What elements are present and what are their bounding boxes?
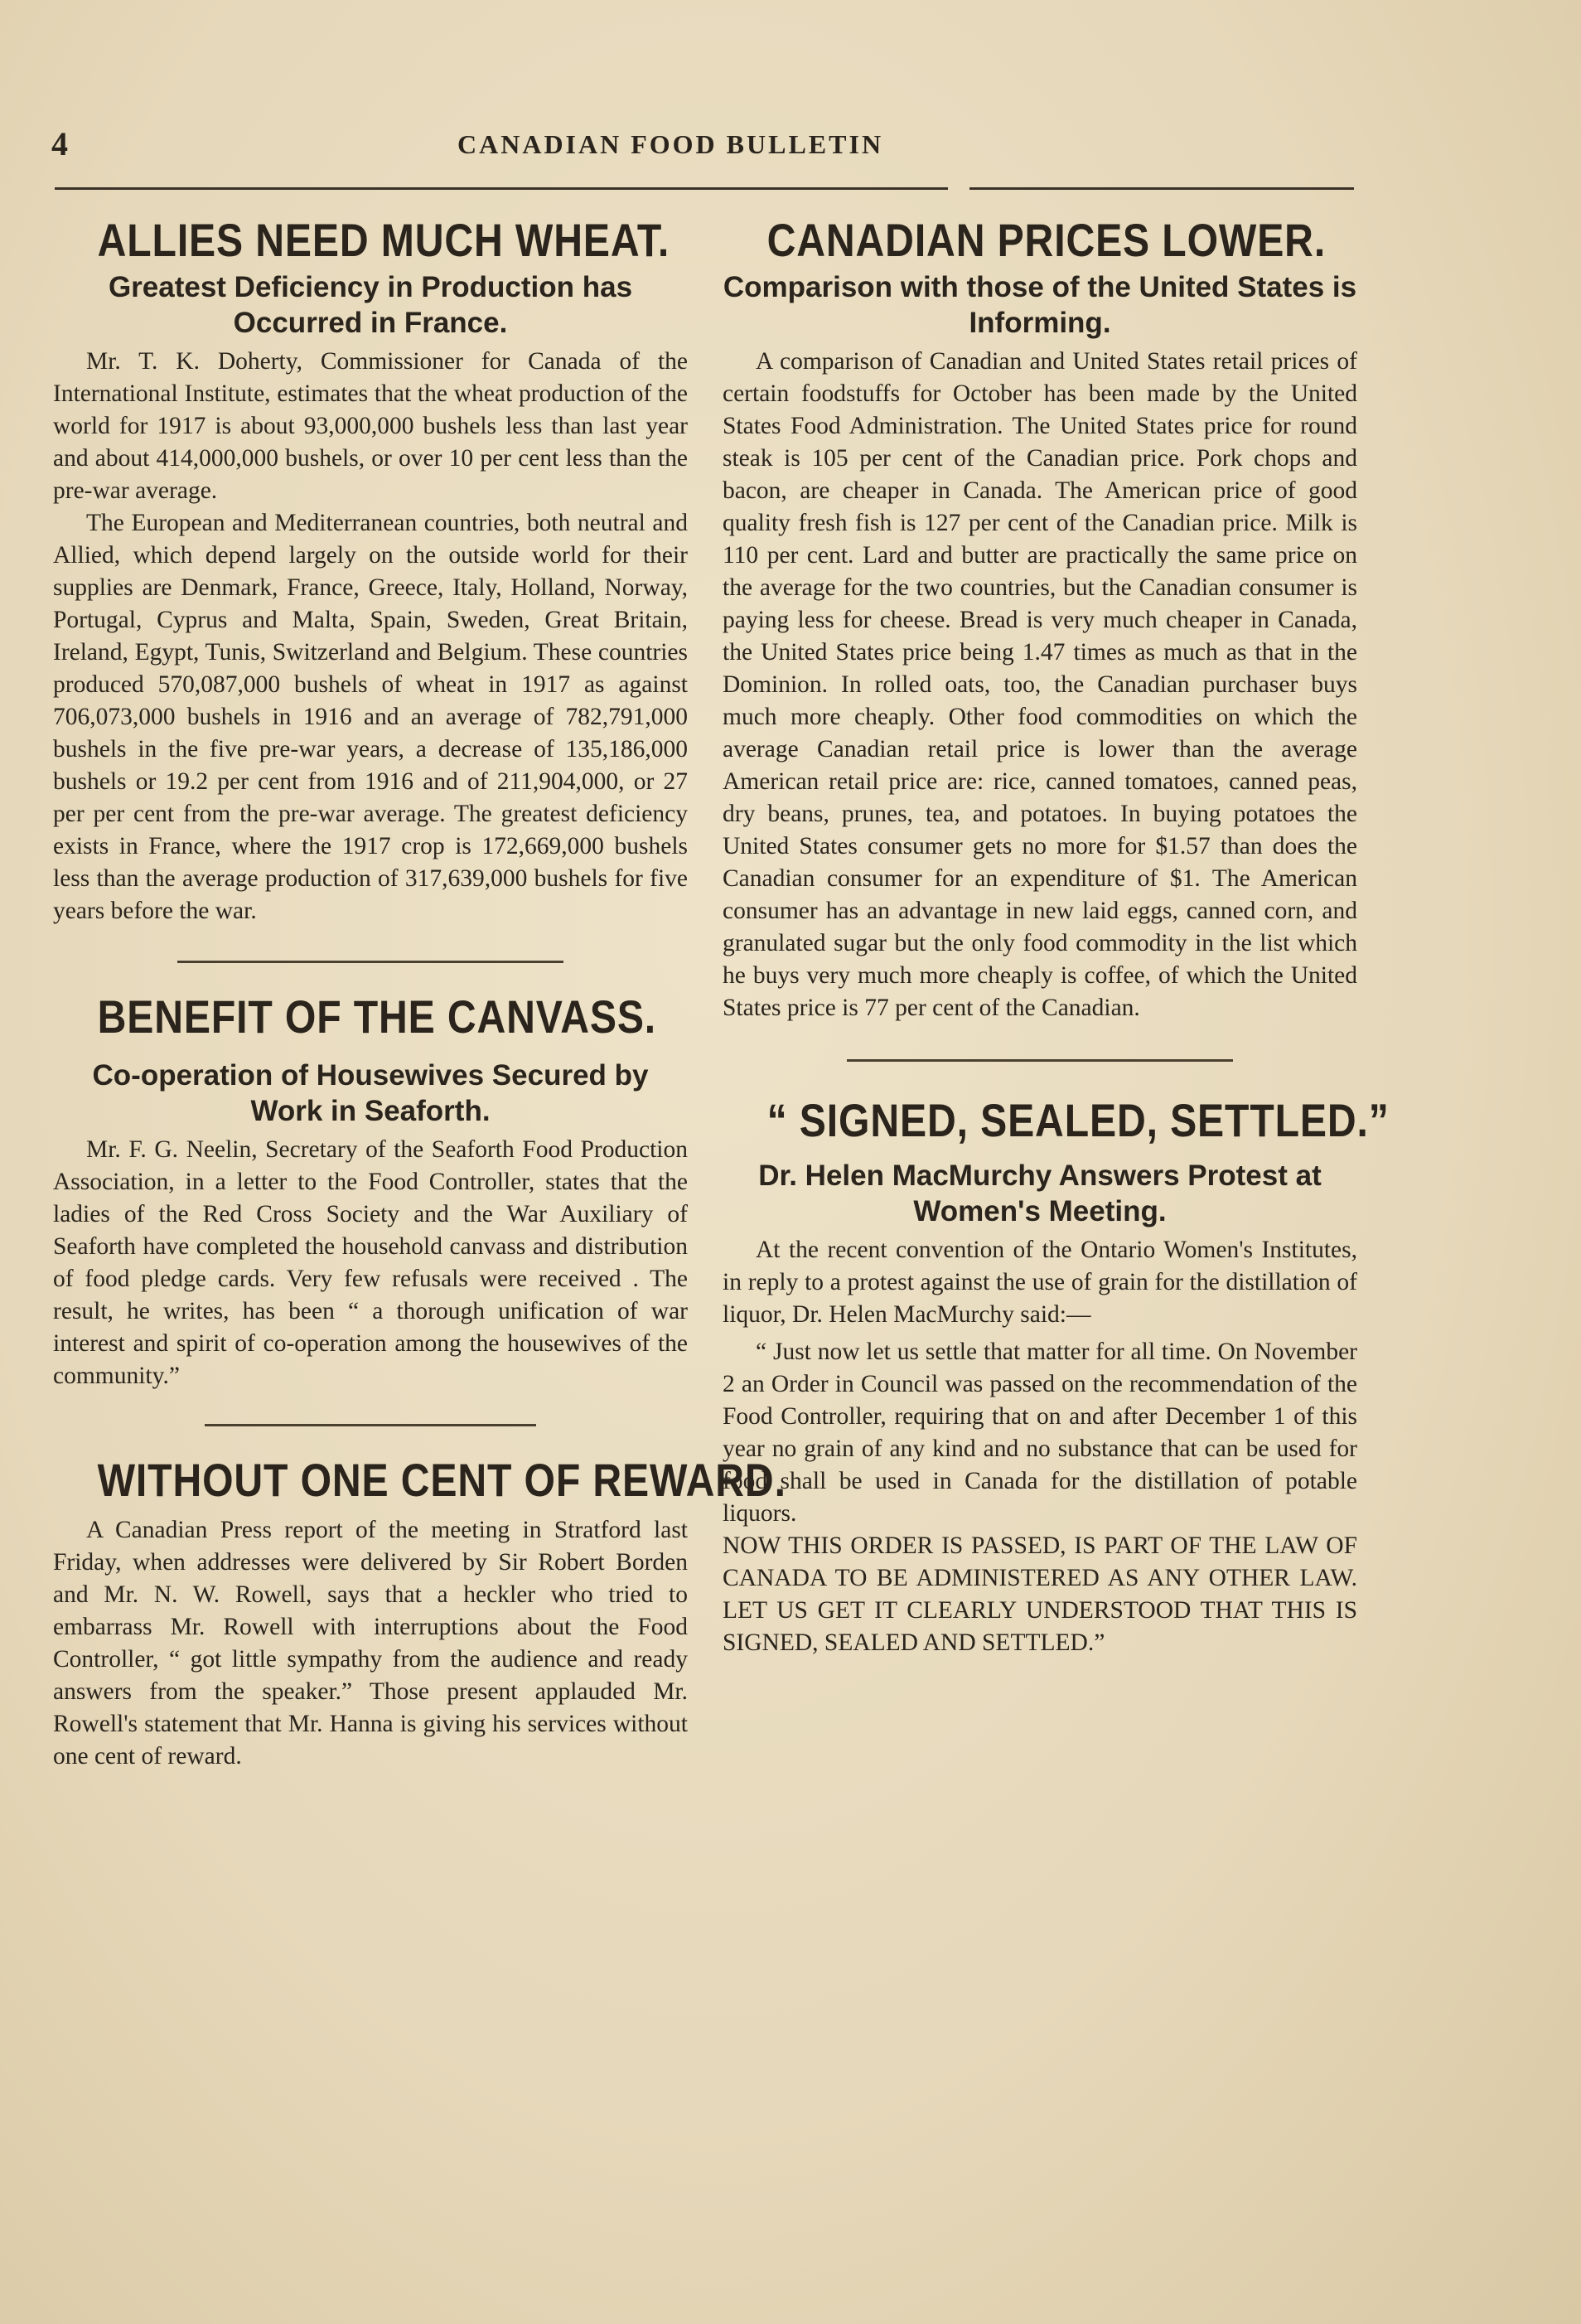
header-rule-left bbox=[55, 187, 948, 190]
article-allies-wheat bbox=[53, 211, 688, 927]
page-number: 4 bbox=[51, 125, 68, 162]
article-headline: WITHOUT ONE CENT OF REWARD. bbox=[97, 1454, 786, 1506]
article-subhead: Comparison with those of the United States is Informing. bbox=[723, 271, 1357, 339]
article-separator bbox=[205, 1424, 536, 1426]
article-headline: BENEFIT OF THE CANVASS. bbox=[97, 990, 657, 1043]
article-headline: “ SIGNED, SEALED, SETTLED.” bbox=[766, 1094, 1390, 1146]
article-headline: ALLIES NEED MUCH WHEAT. bbox=[97, 214, 670, 266]
article-headline: CANADIAN PRICES LOWER. bbox=[766, 214, 1327, 266]
article-paragraph: Mr. F. G. Neelin, Secretary of the Seaforth Food Production Association, in a letter to the Food Controller, states that the ladies of the Red Cross Society and the War Auxiliary of Seaforth have completed the household canvass and distribution of food pledge cards. Very few refusals were received . The result, he writes, has been “ a thorough unification of war interest and spirit of co-operation among the housewives of the community.” bbox=[53, 1136, 688, 1389]
article-subhead: Dr. Helen MacMurchy Answers Protest at Women's Meeting. bbox=[758, 1160, 1322, 1227]
article-separator bbox=[177, 961, 563, 963]
article-signed-sealed bbox=[723, 1092, 1390, 1659]
article-canvass bbox=[53, 988, 688, 1392]
article-reward bbox=[53, 1451, 786, 1773]
article-separator bbox=[847, 1059, 1233, 1062]
article-paragraph: “ Just now let us settle that matter for all time. On November 2 an Order in Council was passed on the recommendation of the Food Controller, requiring that on and after December 1 of this year no grain of any kind and no substance that can be used for food shall be used in Canada for the distillation of potable liquors. bbox=[723, 1339, 1357, 1527]
article-paragraph: Mr. T. K. Doherty, Commissioner for Canada of the International Institute, estimates that the wheat production of the world for 1917 is about 93,000,000 bushels less than last year and about 414,000,000 bushels, or over 10 per cent less than the pre-war average. bbox=[53, 348, 688, 504]
article-paragraph: A comparison of Canadian and United States retail prices of certain foodstuffs for October has been made by the United States Food Administration. The United States price for round steak is 105 per cent of the Canadian price. Pork chops and bacon, are cheaper in Canada. The American price of good quality fresh fish is 127 per cent of the Canadian price. Milk is 110 per cent. Lard and butter are practically the same price on the average for the two countries, but the Canadian consumer is paying less for cheese. Bread is very much cheaper in Canada, the United States price being 1.47 times as much as that in the Dominion. In rolled oats, too, the Canadian purchaser buys much more cheaply. Other food commodities on which the average Canadian retail price is lower than the average American retail price are: rice, canned tomatoes, canned peas, dry beans, prunes, tea, and potatoes. In buying potatoes the United States consumer gets no more for $1.57 than does the Canadian consumer for an expenditure of $1. The American consumer has an advantage in new laid eggs, canned corn, and granulated sugar but the only food commodity in the list which he buys very much more cheaply is coffee, of which the United States price is 77 per cent of the Canadian. bbox=[723, 348, 1357, 1021]
article-paragraph: At the recent convention of the Ontario Women's Institutes, in reply to a protest against the use of grain for the distillation of liquor, Dr. Helen MacMurchy said:— bbox=[723, 1237, 1357, 1328]
left-column bbox=[53, 211, 786, 1773]
article-subhead: Greatest Deficiency in Production has Occurred in France. bbox=[108, 271, 633, 339]
publication-title: CANADIAN FOOD BULLETIN bbox=[457, 129, 884, 159]
right-column bbox=[723, 211, 1390, 1659]
article-paragraph: The European and Mediterranean countries, both neutral and Allied, which depend largely on the outside world for their supplies are Denmark, France, Greece, Italy, Holland, Norway, Portugal, Cyprus and Malta, Spain, Sweden, Great Britain, Ireland, Egypt, Tunis, Switzerland and Belgium. These countries produced 570,087,000 bushels of wheat in 1917 as against 706,073,000 bushels in 1916 and an average of 782,791,000 bushels in the five pre-war years, a decrease of 135,186,000 bushels or 19.2 per cent from 1916 and of 211,904,000, or 27 per per cent from the pre-war average. The greatest deficiency exists in France, where the 1917 crop is 172,669,000 bushels less than the average production of 317,639,000 bushels for five years before the war. bbox=[53, 510, 688, 924]
article-paragraph: A Canadian Press report of the meeting in Stratford last Friday, when addresses were delivered by Sir Robert Borden and Mr. N. W. Rowell, says that a heckler who tried to embarrass Mr. Rowell with interruptions about the Food Controller, “ got little sympathy from the audience and ready answers from the speaker.” Those present applauded Mr. Rowell's statement that Mr. Hanna is giving his services without one cent of reward. bbox=[53, 1517, 688, 1770]
article-subhead: Co-operation of Housewives Secured by Work in Seaforth. bbox=[92, 1059, 649, 1127]
article-paragraph-caps: NOW THIS ORDER IS PASSED, IS PART OF THE LAW OF CANADA TO BE ADMINISTERED AS ANY OTHER LAW. LET US GET IT CLEARLY UNDERSTOOD THAT THIS IS SIGNED, SEALED AND SETTLED.” bbox=[723, 1532, 1357, 1656]
article-prices bbox=[723, 211, 1357, 1024]
running-head bbox=[51, 124, 1361, 166]
header-rule-right bbox=[969, 187, 1354, 190]
